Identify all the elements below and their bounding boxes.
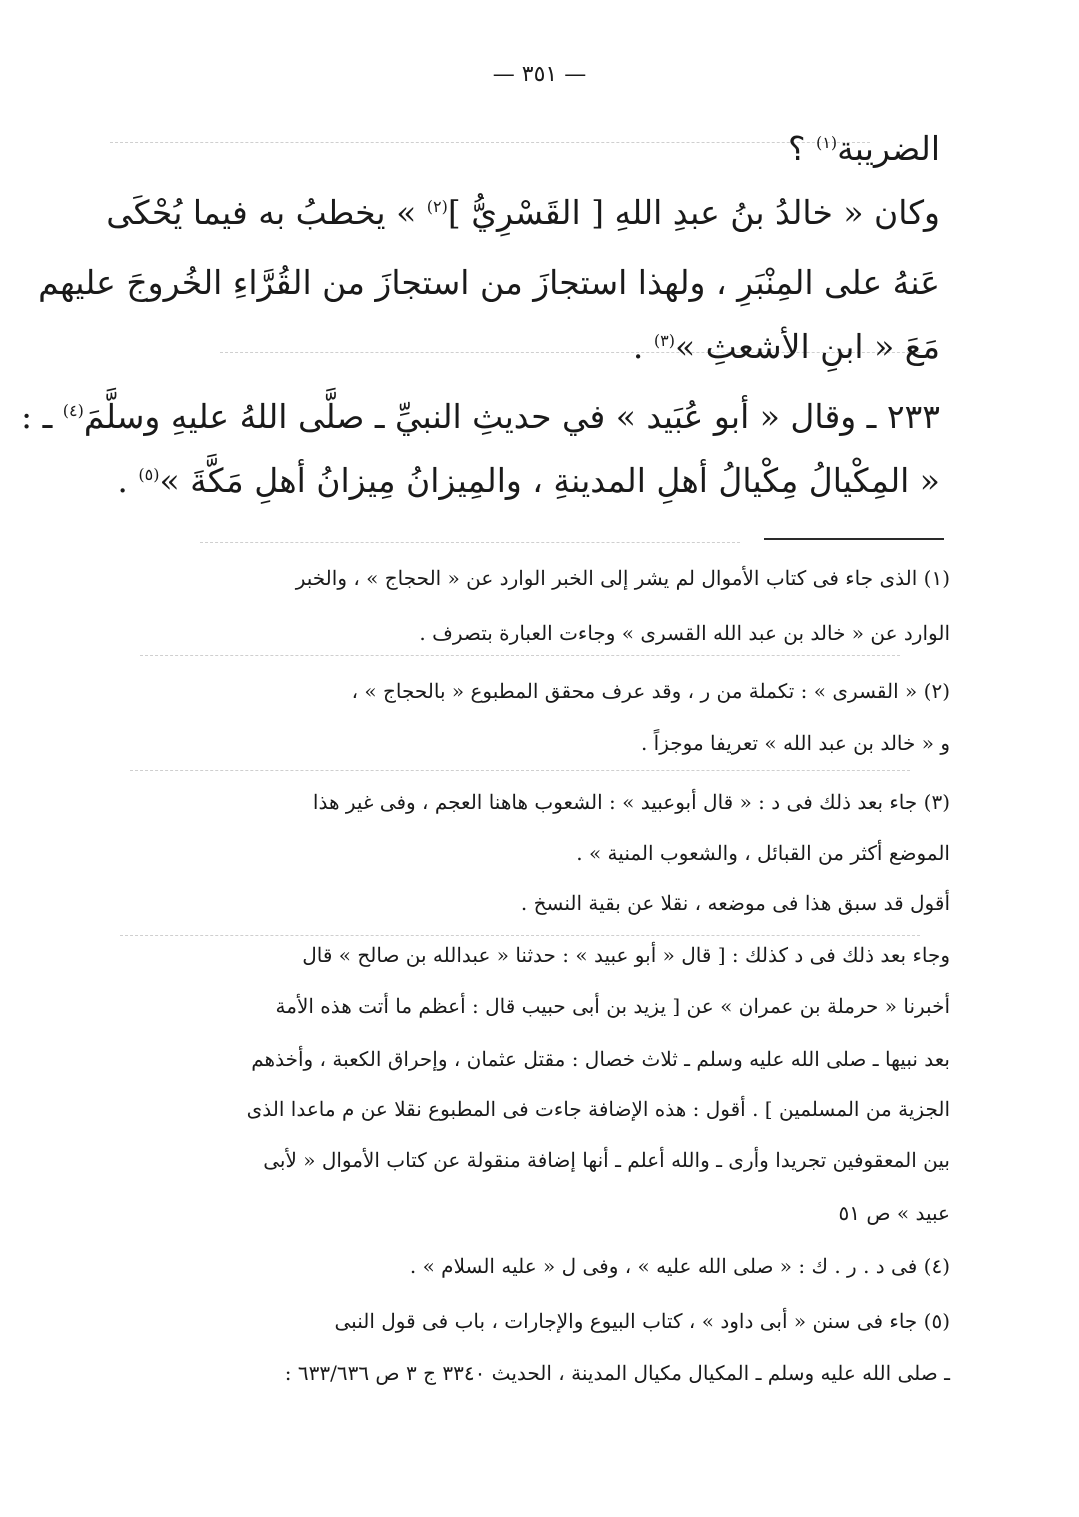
footnote-1-line-2: الوارد عن « خالد بن عبد الله القسرى » وجاءت العبارة بتصرف .: [419, 621, 950, 645]
footnote-marker-5: (٥): [138, 465, 160, 484]
footnote-marker-4: (٤): [62, 401, 84, 420]
footnote-3-line-1: (٣) جاء بعد ذلك فى د : « قال أبوعبيد » : الشعوب هاهنا العجم ، وفى غير هذا: [312, 790, 950, 814]
bleed-through-mark: [140, 655, 900, 656]
footnote-3-line-2: الموضع أكثر من القبائل ، والشعوب المنية » .: [576, 841, 950, 865]
bleed-through-mark: [120, 935, 920, 936]
footnote-marker-2: (٢): [426, 197, 448, 216]
main-line-4-part-a: مَعَ « ابنِ الأشعثِ »: [674, 327, 940, 366]
main-line-5-part-a: ٢٣٣ ـ وقال « أبو عُبَيد » في حديثِ النبيِّ ـ صلَّى اللهُ عليهِ وسلَّمَ: [83, 397, 940, 436]
main-line-6: [117, 460, 940, 501]
footnote-2-line-1: (٢) « القسرى » : تكملة من ر ، وقد عرف محقق المطبوع « بالحجاج » ،: [351, 679, 950, 703]
main-line-6-part-b: .: [117, 461, 128, 500]
bleed-through-mark: [200, 542, 740, 543]
footnote-3-line-4: وجاء بعد ذلك فى د كذلك : [ قال « أبو عبيد » : حدثنا « عبدالله بن صالح » قال: [302, 943, 950, 967]
main-line-3: عَنهُ على المِنْبَرِ ، ولهذا استجازَ من استجازَ من القُرَّاءِ الخُروجَ عليهم: [38, 263, 940, 302]
main-line-4-part-b: .: [632, 327, 644, 366]
main-line-5: [21, 396, 940, 437]
main-line-4: [120, 326, 940, 367]
main-line-1: [120, 128, 940, 169]
footnote-3-line-9: عبيد » ص ٥١: [838, 1201, 950, 1225]
main-line-5-part-b: ـ :: [21, 397, 53, 436]
footnote-3-line-6: بعد نبيها ـ صلى الله عليه وسلم ـ ثلاث خصال : مقتل عثمان ، وإحراق الكعبة ، وأخذهم: [251, 1047, 950, 1071]
footnote-divider: [764, 538, 944, 540]
footnote-1-line-1: (١) الذى جاء فى كتاب الأموال لم يشر إلى الخبر الوارد عن « الحجاج » ، والخبر: [295, 566, 950, 590]
footnote-3-line-8: بين المعقوفين تجريدا وأرى ـ والله أعلم ـ أنها إضافة منقولة عن كتاب الأموال « لأبى: [263, 1148, 950, 1172]
footnote-5-line-2: ـ صلى الله عليه وسلم ـ المكيال مكيال المدينة ، الحديث ٣٣٤٠ ج ٣ ص ٦٣٣/٦٣٦ :: [284, 1361, 950, 1385]
main-line-2: [106, 192, 940, 233]
footnote-marker-3: (٣): [653, 331, 675, 350]
bleed-through-mark: [130, 770, 910, 771]
footnote-4-line-1: (٤) فى د . ر . ك : « صلى الله عليه » ، وفى ل « عليه السلام » .: [409, 1254, 950, 1278]
main-line-2-part-b: » يخطبُ به فيما يُحْكَى: [106, 193, 417, 232]
footnote-marker-1: (١): [816, 133, 838, 152]
footnote-3-line-3: أقول قد سبق هذا فى موضعه ، نقلا عن بقية النسخ .: [520, 891, 950, 915]
footnote-2-line-2: و « خالد بن عبد الله » تعريفا موجزاً .: [640, 731, 950, 755]
main-line-2-part-a: وكان « خالدُ بنُ عبدِ اللهِ [ القَسْرِيُّ ]: [447, 193, 940, 232]
main-line-6-part-a: « المِكْيالُ مِكْيالُ أهلِ المدينةِ ، والمِيزانُ مِيزانُ أهلِ مَكَّةَ »: [159, 461, 940, 500]
page-number: — ٣٥١ —: [492, 62, 587, 87]
question-mark: ؟: [788, 129, 806, 168]
main-line-1-text: الضريبة: [837, 129, 940, 168]
footnote-3-line-7: الجزية من المسلمين ] . أقول : هذه الإضافة جاءت فى المطبوع نقلا عن م ماعدا الذى: [246, 1097, 950, 1121]
footnote-3-line-5: أخبرنا « حرملة بن عمران » عن [ يزيد بن أبى حبيب قال : أعظم ما أتت هذه الأمة: [275, 994, 950, 1018]
footnote-5-line-1: (٥) جاء فى سنن « أبى داود » ، كتاب البيوع والإجارات ، باب فى قول النبى: [334, 1309, 950, 1333]
